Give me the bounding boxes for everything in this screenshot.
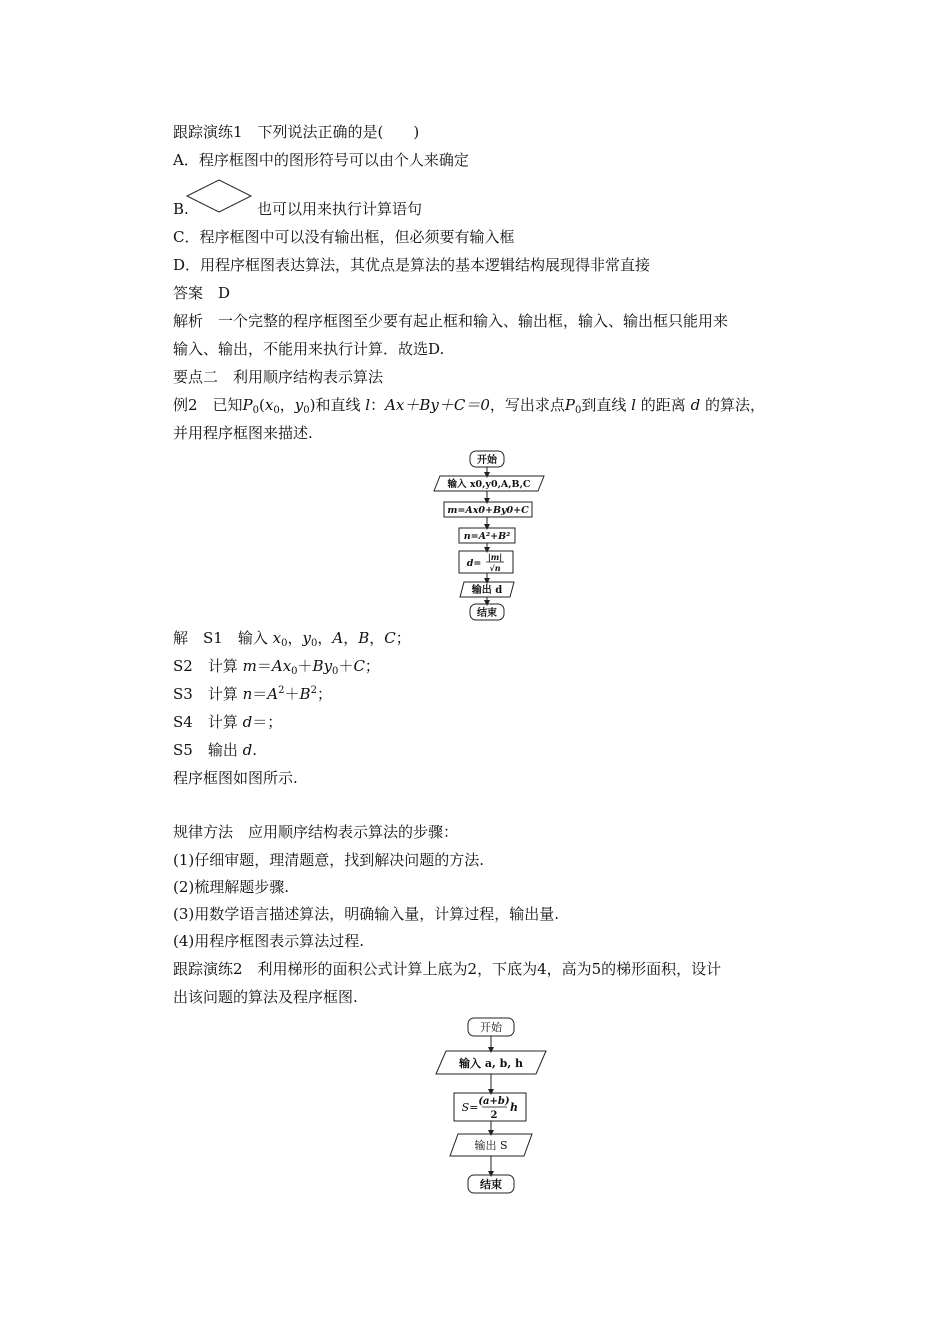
method-step-2: (2)梳理解题步骤. — [173, 878, 290, 896]
exercise1-option-d: D．用程序框图表达算法，其优点是算法的基本逻辑结构展现得非常直接 — [173, 256, 651, 274]
solution-s2: S2 计算 $m=Ax_0+By_0+C$； — [173, 657, 380, 677]
solution-s4: S4 计算 d＝； — [173, 713, 283, 731]
option-b-text: 也可以用来执行计算语句 — [257, 200, 423, 218]
flow2-start: 开始 — [480, 1021, 502, 1034]
flow1-d-num: |m| — [487, 552, 503, 562]
exercise1-question: 跟踪演练1 下列说法正确的是( ) — [173, 123, 420, 141]
exercise1-analysis-line2: 输入、输出，不能用来执行计算．故选D. — [173, 340, 445, 358]
exercise1-analysis-line1: 解析 一个完整的程序框图至少要有起止框和输入、输出框，输入、输出框只能用来 — [173, 312, 729, 330]
solution-figure-note: 程序框图如图所示. — [173, 769, 298, 787]
line-equation: Ax＋By＋C＝0 — [385, 396, 490, 414]
flow2-output: 输出 S — [474, 1139, 508, 1152]
exercise1-answer: 答案 D — [173, 284, 231, 302]
flow1-d-left: d= — [466, 558, 482, 569]
flow2-s-h: h — [510, 1101, 518, 1114]
method-step-1: (1)仔细审题，理清题意，找到解决问题的方法. — [173, 851, 485, 869]
option-b-prefix: B. — [173, 200, 189, 218]
flow2-s-den: 2 — [490, 1110, 498, 1121]
exercise2-line2: 出该问题的算法及程序框图. — [173, 988, 358, 1006]
flow2-end: 结束 — [480, 1178, 502, 1191]
flow2-s-left: S= — [461, 1101, 479, 1114]
method-step-4: (4)用程序框图表示算法过程. — [173, 932, 365, 950]
method-step-3: (3)用数学语言描述算法，明确输入量，计算过程，输出量. — [173, 905, 560, 923]
exercise1-option-c: C．程序框图中可以没有输出框，但必须要有输入框 — [173, 228, 515, 246]
flow2-input: 输入 a, b, h — [459, 1057, 523, 1070]
exercise2-line1: 跟踪演练2 利用梯形的面积公式计算上底为2，下底为4，高为5的梯形面积，设计 — [173, 960, 722, 978]
decision-diamond-icon — [186, 179, 252, 217]
flow1-input: 输入 x0,y0,A,B,C — [447, 479, 531, 490]
method-title: 规律方法 应用顺序结构表示算法的步骤： — [173, 823, 459, 841]
key-point-2-heading: 要点二 利用顺序结构表示算法 — [173, 368, 384, 386]
flow1-n: n=A²+B² — [463, 531, 511, 542]
flow1-d-den: √n — [489, 563, 501, 573]
example2-line1: 例2 已知$P_0(x_0$，$y_0$)和直线 l：Ax＋By＋C＝0，写出求点$P_0$到直线 l 的距离 d 的算法， — [173, 396, 765, 416]
solution-s3: S3 计算 $n=A^2+B^2$； — [173, 685, 332, 703]
solution-s1: 解 S1 输入 $x_0$，$y_0$，A，B，C； — [173, 629, 411, 649]
flow2-s-num: (a+b) — [478, 1096, 510, 1107]
flow1-start: 开始 — [477, 455, 497, 466]
exercise1-option-a: A．程序框图中的图形符号可以由个人来确定 — [173, 151, 469, 169]
example2-line2: 并用程序框图来描述. — [173, 424, 313, 442]
flow1-m: m=Ax0+By0+C — [447, 505, 529, 516]
flow1-output: 输出 d — [471, 585, 503, 596]
solution-s5: S5 输出 d. — [173, 741, 257, 759]
flowchart-distance — [430, 446, 550, 630]
flowchart-trapezoid — [430, 1014, 555, 1204]
flow1-end: 结束 — [477, 608, 497, 619]
